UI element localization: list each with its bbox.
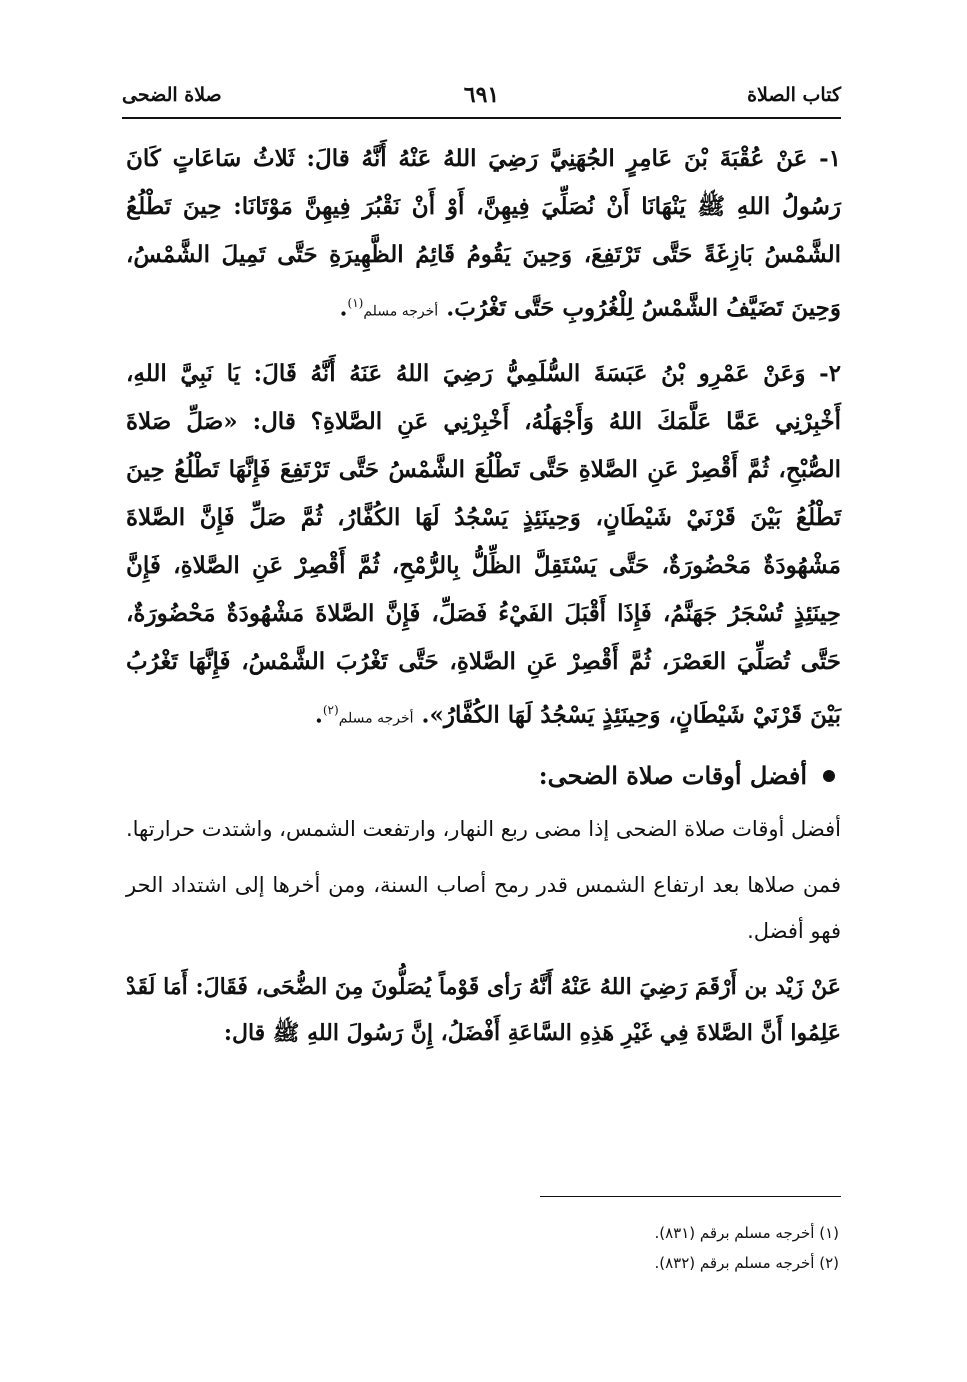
hadith-1-footnote-mark: (١) <box>347 296 364 310</box>
page-header <box>122 82 841 116</box>
page-body <box>126 135 841 1056</box>
hadith-2-text: وَعَنْ عَمْرِو بْنُ عَبَسَةَ السُّلَمِيُّ رَضِيَ اللهُ عَنَهُ أَنَّهُ قَالَ: يَا نَبِيَّ اللهِ، أَخْبِرْنِي عَمَّا عَلَّمَكَ اللهُ وَأَجْهَلُهُ، أَخْبِرْنِي عَنِ الصَّلاةِ؟ قال: «صَلِّ صَلاةَ الصُّبْحِ، ثُمَّ أَقْصِرْ عَنِ الصَّلاةِ حَتَّى تَطْلُعَ الشَّمْسُ حَتَّى تَرْتَفِعَ فَإِنَّهَا تَطْلُعُ حِينَ تَطْلُعُ بَيْنَ قَرْنَيْ شَيْطَانٍ، وَحِينَئِذٍ يَسْجُدُ لَهَا الكُفَّارُ، ثُمَّ صَلِّ فَإِنَّ الصَّلاةَ مَشْهُودَةٌ مَحْضُورَةٌ، حَتَّى يَسْتَقِلَّ الظِّلُّ بِالرُّمْحِ، ثُمَّ أَقْصِرْ عَنِ الصَّلاةِ، فَإِنَّ حِينَئِذٍ تُسْجَرُ جَهَنَّمُ، فَإِذَا أَقْبَلَ الفَيْءُ فَصَلِّ، فَإِنَّ الصَّلاةَ مَشْهُودَةٌ مَحْضُورَةٌ، حَتَّى تُصَلِّيَ العَصْرَ، ثُمَّ أَقْصِرْ عَنِ الصَّلاةِ، حَتَّى تَغْرُبَ الشَّمْسُ، فَإِنَّهَا تَغْرُبُ بَيْنَ قَرْنَيْ شَيْطَانٍ، وَحِينَئِذٍ يَسْجُدُ لَهَا الكُفَّارُ». <box>126 359 841 729</box>
hadith-2-number: ٢- <box>819 359 842 387</box>
footnote-2: (٢) أخرجه مسلم برقم (٨٣٢). <box>654 1254 839 1272</box>
hadith-1: ١- عَنْ عُقْبَةَ بْنَ عَامِرٍ الجُهَنِيَّ رَضِيَ اللهُ عَنْهُ أَنَّهُ قالَ: ثَلاثُ سَاعَاتٍ كَانَ رَسُولُ اللهِ ﷺ يَنْهَانَا أَنْ نُصَلِّيَ فِيهِنَّ، أَوْ أَنْ نَقْبُرَ فِيهِنَّ مَوْتَانَا: حِينَ تَطْلُعُ الشَّمْسُ بَازِغَةً حَتَّى تَرْتَفِعَ، وَحِينَ يَقُومُ قَائِمُ الظَّهِيرَةِ حَتَّى تَمِيلَ الشَّمْسُ، وَحِينَ تَضَيَّفُ الشَّمْسُ لِلْغُرُوبِ حَتَّى تَغْرُبَ. أخرجه مسلم$^{(١)}$. <box>126 145 841 322</box>
chapter-title: صلاة الضحى <box>122 84 222 106</box>
paragraph-2: فمن صلاها بعد ارتفاع الشمس قدر رمح أصاب السنة، ومن أخرها إلى اشتداد الحر فهو أفضل. <box>126 873 841 944</box>
section-heading <box>126 756 841 796</box>
hadith-2: ٢- وَعَنْ عَمْرِو بْنُ عَبَسَةَ السُّلَمِيُّ رَضِيَ اللهُ عَنَهُ أَنَّهُ قَالَ: يَا نَبِيَّ اللهِ، أَخْبِرْنِي عَمَّا عَلَّمَكَ اللهُ وَأَجْهَلُهُ، أَخْبِرْنِي عَنِ الصَّلاةِ؟ قال: «صَلِّ صَلاةَ الصُّبْحِ، ثُمَّ أَقْصِرْ عَنِ الصَّلاةِ حَتَّى تَطْلُعَ الشَّمْسُ حَتَّى تَرْتَفِعَ فَإِنَّهَا تَطْلُعُ حِينَ تَطْلُعُ بَيْنَ قَرْنَيْ شَيْطَانٍ، وَحِينَئِذٍ يَسْجُدُ لَهَا الكُفَّارُ، ثُمَّ صَلِّ فَإِنَّ الصَّلاةَ مَشْهُودَةٌ مَحْضُورَةٌ، حَتَّى يَسْتَقِلَّ الظِّلُّ بِالرُّمْحِ، ثُمَّ أَقْصِرْ عَنِ الصَّلاةِ، فَإِنَّ حِينَئِذٍ تُسْجَرُ جَهَنَّمُ، فَإِذَا أَقْبَلَ الفَيْءُ فَصَلِّ، فَإِنَّ الصَّلاةَ مَشْهُودَةٌ مَحْضُورَةٌ، حَتَّى تُصَلِّيَ العَصْرَ، ثُمَّ أَقْصِرْ عَنِ الصَّلاةِ، حَتَّى تَغْرُبَ الشَّمْسُ، فَإِنَّهَا تَغْرُبُ بَيْنَ قَرْنَيْ شَيْطَانٍ، وَحِينَئِذٍ يَسْجُدُ لَهَا الكُفَّارُ». أخرجه مسلم$^{(٢)}$. <box>126 359 842 729</box>
page-number: ٦٩١ <box>463 82 500 108</box>
footnote-1: (١) أخرجه مسلم برقم (٨٣١). <box>654 1224 839 1242</box>
hadith-2-footnote-mark: (٢) <box>322 702 339 717</box>
book-title: كتاب الصلاة <box>747 84 841 106</box>
hadith-2-reference: أخرجه مسلم <box>338 710 414 727</box>
hadith-1-reference: أخرجه مسلم <box>363 303 439 320</box>
header-divider <box>122 117 841 119</box>
bullet-icon <box>823 770 835 782</box>
paragraph-1: أفضل أوقات صلاة الضحى إذا مضى ربع النهار، وارتفعت الشمس، واشتدت حرارتها. <box>125 817 841 842</box>
footnote-divider <box>540 1196 841 1197</box>
hadith-1-number: ١- <box>819 145 841 172</box>
section-heading-text: أفضل أوقات صلاة الضحى: <box>538 761 807 791</box>
hadith-1-text: عَنْ عُقْبَةَ بْنَ عَامِرٍ الجُهَنِيَّ رَضِيَ اللهُ عَنْهُ أَنَّهُ قالَ: ثَلاثُ سَاعَاتٍ كَانَ رَسُولُ اللهِ ﷺ يَنْهَانَا أَنْ نُصَلِّيَ فِيهِنَّ، أَوْ أَنْ نَقْبُرَ فِيهِنَّ مَوْتَانَا: حِينَ تَطْلُعُ الشَّمْسُ بَازِغَةً حَتَّى تَرْتَفِعَ، وَحِينَ يَقُومُ قَائِمُ الظَّهِيرَةِ حَتَّى تَمِيلَ الشَّمْسُ، وَحِينَ تَضَيَّفُ الشَّمْسُ لِلْغُرُوبِ حَتَّى تَغْرُبَ. <box>126 145 841 322</box>
quote-paragraph: عَنْ زَيْد بن أَرْقَمَ رَضِيَ اللهُ عَنْهُ أَنَّهُ رَأى قَوْماً يُصَلُّونَ مِنَ الضُّحَى، فَقَالَ: أَمَا لَقَدْ عَلِمُوا أَنَّ الصَّلاةَ فِي غَيْرِ هَذِهِ السَّاعَةِ أَفْضَلُ، إِنَّ رَسُولَ اللهِ ﷺ قال: <box>126 974 841 1047</box>
footnotes <box>655 1218 840 1278</box>
